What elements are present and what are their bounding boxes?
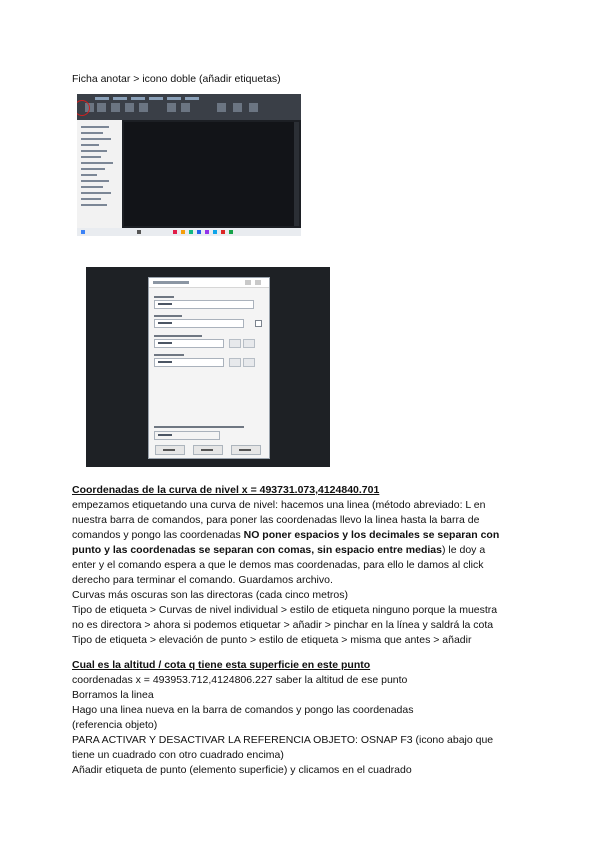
section1-line: derecho para terminar el comando. Guardamos archivo.: [72, 574, 333, 586]
section2-line: tiene un cuadrado con otro cuadrado encima): [72, 749, 284, 761]
section1-line: empezamos etiquetando una curva de nivel: hacemos una linea (método abreviado: L en: [72, 499, 486, 511]
section1-line: no es directora > ahora si podemos etiquetar > añadir > pinchar en la línea y saldrá la cota: [72, 619, 494, 631]
section1-line: [72, 543, 485, 558]
dialog-screenshot: [86, 267, 330, 467]
section1-bold-text: NO poner espacios y los decimales se separan con: [243, 529, 500, 541]
section2-line: (referencia objeto): [72, 719, 158, 731]
section1-line: enter y el comando espera a que le demos mas coordenadas, para ello le damos al click: [72, 559, 484, 571]
section2-line: Borramos la linea: [72, 689, 154, 701]
section2-line: coordenadas x = 493953.712,4124806.227 saber la altitud de ese punto: [72, 674, 408, 686]
section2-line: Añadir etiqueta de punto (elemento superficie) y clicamos en el cuadrado: [72, 764, 412, 776]
section1-line: Tipo de etiqueta > Curvas de nivel individual > estilo de etiqueta ninguno porque la muestra: [72, 604, 498, 616]
drawing-area: [124, 122, 294, 226]
toolspace-panel: [77, 120, 122, 228]
section1-line: Curvas más oscuras son las directoras (cada cinco metros): [72, 589, 349, 601]
scrollbar: [294, 122, 299, 226]
ribbon-toolbar: [77, 94, 301, 120]
section1-heading: Coordenadas de la curva de nivel x = 493731.073,4124840.701: [72, 484, 380, 496]
section2-line: Hago una linea nueva en la barra de comandos y pongo las coordenadas: [72, 704, 414, 716]
section1-line: [72, 528, 499, 543]
cad-screenshot: [77, 94, 301, 236]
section1-text: comandos y pongo las coordenadas: [72, 529, 244, 541]
taskbar: [77, 228, 301, 236]
section1-bold-text: punto y las coordenadas se separan con comas, sin espacio entre medias: [72, 544, 442, 556]
section2-heading: Cual es la altitud / cota q tiene esta superficie en este punto: [72, 659, 371, 671]
section1-line: nuestra barra de comandos, para poner las coordenadas llevo la linea hasta la barra de: [72, 514, 480, 526]
section1-line: Tipo de etiqueta > elevación de punto > estilo de etiqueta > misma que antes > añadir: [72, 634, 472, 646]
add-labels-dialog: [148, 277, 270, 459]
section1-text: ) le doy a: [441, 544, 486, 556]
intro-text: Ficha anotar > icono doble (añadir etiquetas): [72, 73, 281, 85]
section2-line: PARA ACTIVAR Y DESACTIVAR LA REFERENCIA OBJETO: OSNAP F3 (icono abajo que: [72, 734, 494, 746]
